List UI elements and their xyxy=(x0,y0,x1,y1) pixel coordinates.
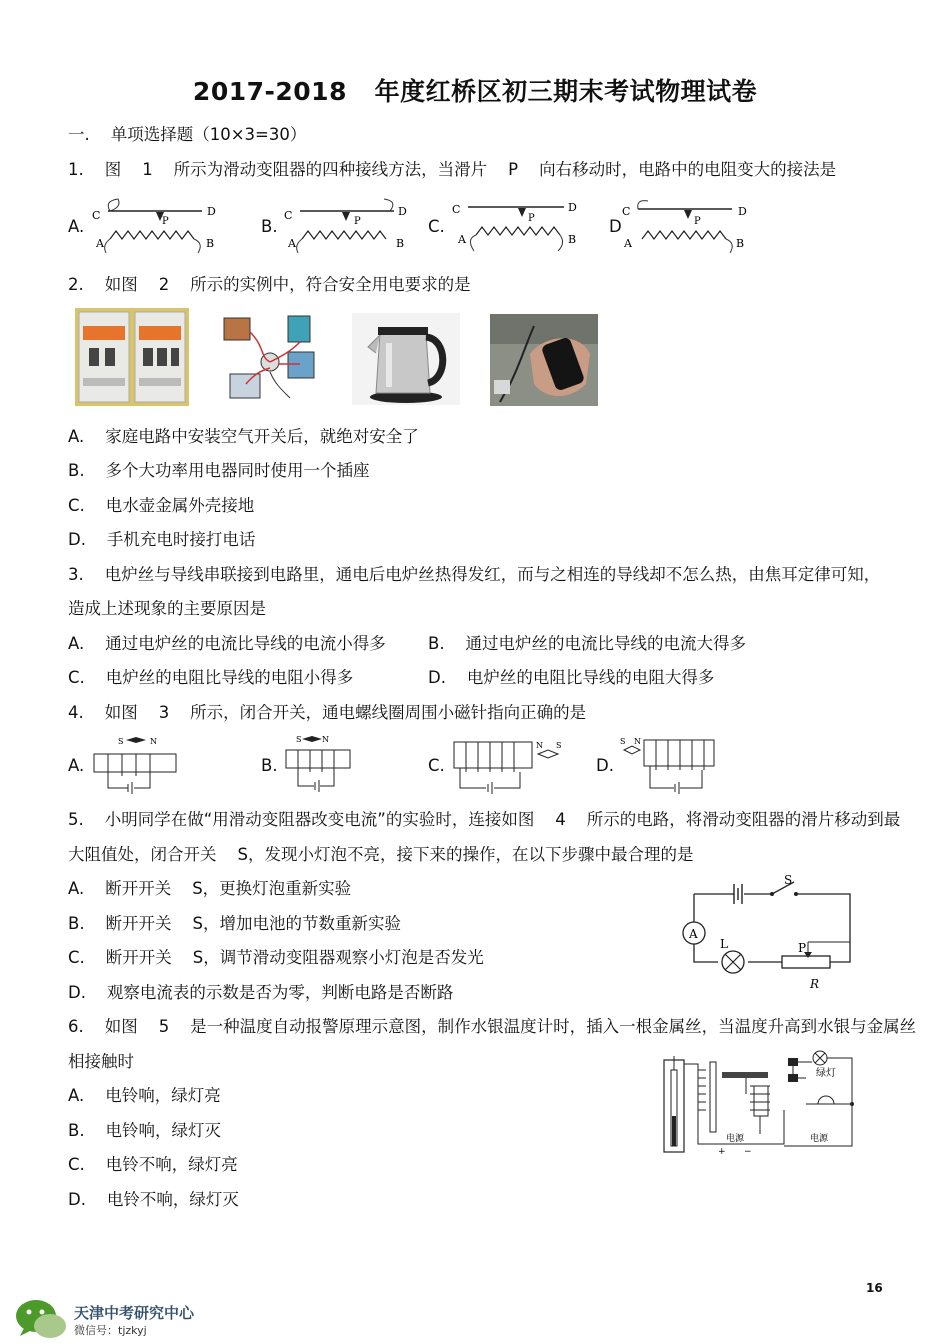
page-title: 2017-2018 年度红桥区初三期末考试物理试卷 xyxy=(192,77,758,106)
q3-option-d: D. 电炉丝的电阻比导线的电阻大得多 xyxy=(428,668,715,687)
solenoid-figure-b xyxy=(282,734,362,796)
svg-text:B: B xyxy=(396,237,405,250)
svg-text:A: A xyxy=(458,233,466,246)
q4-option-b-label: B. xyxy=(261,756,278,775)
q3-option-c: C. 电炉丝的电阻比导线的电阻小得多 xyxy=(68,668,354,687)
svg-text:电源: 电源 xyxy=(726,1134,745,1144)
q6-option-d: D. 电铃不响，绿灯灭 xyxy=(68,1190,239,1209)
svg-text:A: A xyxy=(689,927,698,941)
q1-option-b-label: B. xyxy=(261,217,278,236)
solenoid-figure-d xyxy=(618,734,718,796)
svg-text:C: C xyxy=(452,203,461,216)
q5-stem-line1: 5. 小明同学在做“用滑动变阻器改变电流”的实验时，连接如图 4 所示的电路，将滑动变阻器的滑片移动到最 xyxy=(68,810,901,829)
section-heading: 一. 单项选择题（10×3=30） xyxy=(68,125,307,144)
svg-text:A: A xyxy=(624,237,632,250)
q4-option-d-label: D. xyxy=(596,756,614,775)
q5-stem-line2: 大阻值处，闭合开关 S，发现小灯泡不亮，接下来的操作，在以下步骤中最合理的是 xyxy=(68,845,694,864)
q3-option-a: A. 通过电炉丝的电流比导线的电流小得多 xyxy=(68,634,386,653)
svg-text:P: P xyxy=(354,216,361,227)
svg-text:R: R xyxy=(810,977,820,991)
svg-text:S: S xyxy=(296,735,302,744)
q2-option-d: D. 手机充电时接打电话 xyxy=(68,530,256,549)
q6-stem-line2: 相接触时 xyxy=(68,1052,134,1071)
q2-option-c: C. 电水壶金属外壳接地 xyxy=(68,496,255,515)
q4-stem: 4. 如图 3 所示，闭合开关，通电螺线圈周围小磁针指向正确的是 xyxy=(68,703,587,722)
q5-option-b: B. 断开开关 S，增加电池的节数重新实验 xyxy=(68,914,401,933)
q3-stem-line1: 3. 电炉丝与导线串联接到电路里，通电后电炉丝热得发红，而与之相连的导线却不怎么热，由焦耳定律可知， xyxy=(68,565,881,584)
svg-text:C: C xyxy=(284,209,293,222)
svg-text:B: B xyxy=(736,237,745,250)
q2-option-b: B. 多个大功率用电器同时使用一个插座 xyxy=(68,461,370,480)
q6-option-a: A. 电铃响，绿灯亮 xyxy=(68,1086,221,1105)
wechat-logo-icon xyxy=(14,1298,70,1340)
svg-text:D: D xyxy=(207,205,216,218)
svg-text:C: C xyxy=(622,205,631,218)
svg-text:D: D xyxy=(738,205,747,218)
q2-option-a: A. 家庭电路中安装空气开关后，就绝对安全了 xyxy=(68,427,419,446)
svg-text:A: A xyxy=(96,237,104,250)
svg-text:电源: 电源 xyxy=(810,1134,829,1144)
rheostat-figure-b xyxy=(282,195,412,257)
page-number: 16 xyxy=(866,1281,883,1295)
circuit-figure-4 xyxy=(672,872,862,994)
q5-option-d: D. 观察电流表的示数是否为零，判断电路是否断路 xyxy=(68,983,454,1002)
svg-text:S: S xyxy=(620,737,626,746)
svg-text:P: P xyxy=(694,216,701,227)
svg-text:S: S xyxy=(784,873,793,887)
q4-option-c-label: C. xyxy=(428,756,445,775)
solenoid-figure-a xyxy=(90,734,185,796)
svg-text:L: L xyxy=(720,937,728,951)
q3-stem-line2: 造成上述现象的主要原因是 xyxy=(68,599,266,618)
svg-text:N: N xyxy=(322,735,329,744)
rheostat-figure-a xyxy=(90,195,220,257)
phone-charging-call-photo xyxy=(490,314,598,406)
svg-text:P: P xyxy=(798,941,807,955)
solenoid-figure-c xyxy=(450,734,568,796)
footer-brand: 天津中考研究中心 xyxy=(74,1304,195,1322)
svg-text:P: P xyxy=(162,216,169,227)
svg-text:C: C xyxy=(92,209,101,222)
svg-text:D: D xyxy=(398,205,407,218)
rheostat-figure-c xyxy=(450,195,590,257)
q1-stem: 1. 图 1 所示为滑动变阻器的四种接线方法，当滑片 P 向右移动时，电路中的电阻变大的接法是 xyxy=(68,160,837,179)
svg-text:B: B xyxy=(568,233,577,246)
q4-option-a-label: A. xyxy=(68,756,85,775)
footer-wechat-id: 微信号：tjzkyj xyxy=(74,1324,147,1337)
svg-text:−: − xyxy=(744,1147,752,1157)
svg-text:A: A xyxy=(288,237,296,250)
q1-option-a-label: A. xyxy=(68,217,85,236)
overloaded-socket-photo xyxy=(220,312,320,404)
q2-stem: 2. 如图 2 所示的实例中，符合安全用电要求的是 xyxy=(68,275,471,294)
svg-text:N: N xyxy=(150,737,157,746)
electric-kettle-photo xyxy=(352,313,460,405)
rheostat-figure-d xyxy=(620,195,755,257)
q5-option-c: C. 断开开关 S，调节滑动变阻器观察小灯泡是否发光 xyxy=(68,948,484,967)
svg-text:N: N xyxy=(536,741,543,750)
circuit-breaker-photo xyxy=(75,308,189,406)
alarm-circuit-figure-5 xyxy=(660,1046,860,1158)
svg-text:B: B xyxy=(206,237,215,250)
svg-text:+: + xyxy=(718,1147,726,1157)
q1-option-c-label: C. xyxy=(428,217,445,236)
q6-stem-line1: 6. 如图 5 是一种温度自动报警原理示意图，制作水银温度计时，插入一根金属丝，当温度升高到水银与金属丝 xyxy=(68,1017,917,1036)
q6-option-b: B. 电铃响，绿灯灭 xyxy=(68,1121,222,1140)
q1-option-d-label: D xyxy=(609,217,622,236)
svg-text:绿灯: 绿灯 xyxy=(816,1068,836,1079)
svg-text:S: S xyxy=(556,741,562,750)
q6-option-c: C. 电铃不响，绿灯亮 xyxy=(68,1155,238,1174)
svg-text:N: N xyxy=(634,737,641,746)
svg-text:D: D xyxy=(568,201,577,214)
svg-text:S: S xyxy=(118,737,124,746)
svg-text:P: P xyxy=(528,213,535,224)
q5-option-a: A. 断开开关 S，更换灯泡重新实验 xyxy=(68,879,352,898)
q3-option-b: B. 通过电炉丝的电流比导线的电流大得多 xyxy=(428,634,747,653)
